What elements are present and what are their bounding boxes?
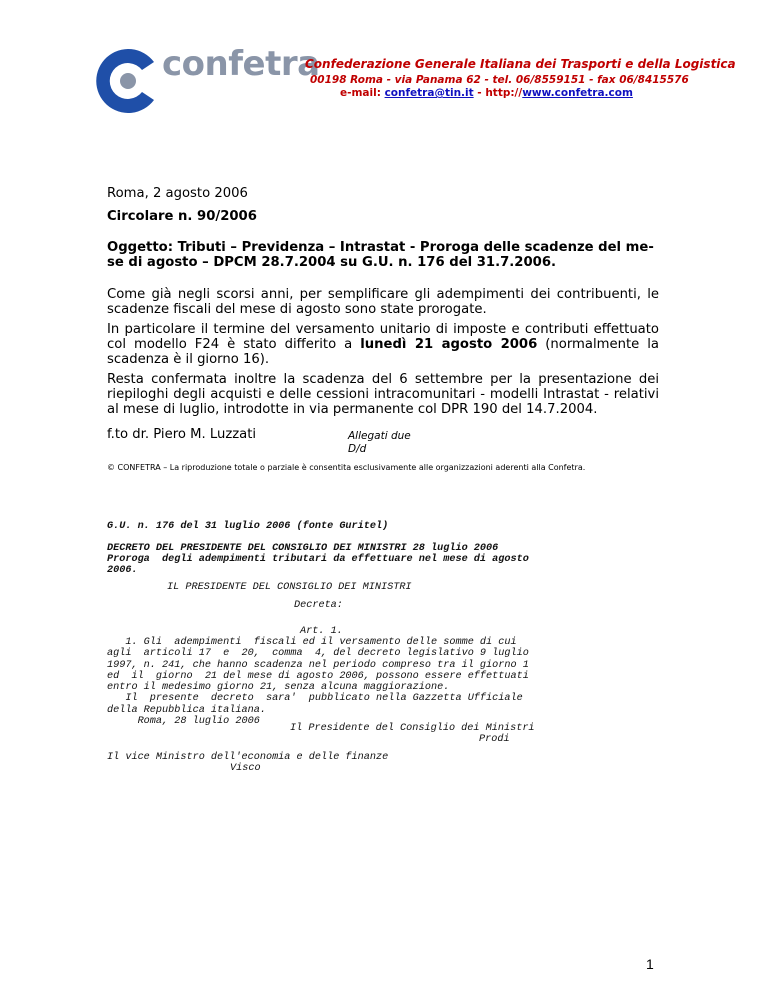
email-prefix: e-mail:: [340, 87, 385, 99]
subject-line-2: se di agosto – DPCM 28.7.2004 su G.U. n. 176 del 31.7.2006.: [107, 255, 557, 270]
decree-title-2: Proroga degli adempimenti tributari da effettuare nel mese di agosto: [107, 554, 529, 565]
decree-decreta: Decreta:: [294, 600, 343, 611]
decree-article-text: 1. Gli adempimenti fiscali ed il versamento delle somme di cui agli articoli 17 e 20, comma 4, del decreto legislativo 9 luglio 1997, n. 241, che hanno scadenza nel periodo compreso tra il giorno 1 ed il giorno 21 del mese di agosto 2006, possono essere effettuati entro il medesimo giorno 21, senza alcuna maggiorazione. Il presente decreto sara' pubblicato nella Gazzetta Ufficiale della Repubblica italiana. Roma, 28 luglio 2006: [107, 637, 529, 728]
decree-vice-name: Visco: [230, 763, 261, 774]
logo-wordmark: confetra: [162, 44, 320, 84]
org-name: Confederazione Generale Italiana dei Trasporti e della Logistica: [305, 57, 736, 71]
paragraph-2-part-a: In particolare il termine del versamento unitario di imposte e contributi effettuato col modello F24 è stato differito a: [107, 322, 659, 352]
attachments-note: Allegati due: [348, 430, 411, 442]
decree-president: IL PRESIDENTE DEL CONSIGLIO DEI MINISTRI: [167, 582, 412, 593]
circular-number: Circolare n. 90/2006: [107, 209, 257, 224]
org-contacts: [340, 87, 633, 99]
confetra-logo-icon: [92, 42, 164, 120]
decree-vice-title: Il vice Ministro dell'economia e delle finanze: [107, 752, 389, 763]
reference-code: D/d: [348, 443, 367, 455]
paragraph-2-deadline: lunedì 21 agosto 2006: [360, 337, 538, 352]
decree-source: G.U. n. 176 del 31 luglio 2006 (fonte Guritel): [107, 521, 389, 532]
decree-sign-name: Prodi: [479, 734, 510, 745]
letter-date: Roma, 2 agosto 2006: [107, 186, 248, 201]
paragraph-3: Resta confermata inoltre la scadenza del 6 settembre per la presentazione dei riepiloghi degli acquisti e delle cessioni intracomunitari - modelli Intrastat - relativi al mese di luglio, introdotte in via permanente col DPR 190 del 14.7.2004.: [107, 372, 659, 417]
subject-line-1: Oggetto: Tributi – Previdenza – Intrastat - Proroga delle scadenze del me-: [107, 240, 654, 255]
paragraph-1: Come già negli scorsi anni, per semplificare gli adempimenti dei contribuenti, le scadenze fiscali del mese di agosto sono state prorogate.: [107, 287, 659, 317]
web-prefix: - http://: [473, 87, 523, 99]
paragraph-2: [107, 322, 659, 367]
page-number: 1: [646, 956, 654, 972]
paragraph-2-part-b: (normalmente la scadenza è il giorno 16).: [107, 337, 659, 367]
email-link[interactable]: confetra@tin.it: [384, 87, 474, 99]
signature: f.to dr. Piero M. Luzzati: [107, 427, 257, 442]
web-link[interactable]: www.confetra.com: [522, 87, 633, 99]
decree-title-1: DECRETO DEL PRESIDENTE DEL CONSIGLIO DEI MINISTRI 28 luglio 2006: [107, 543, 499, 554]
decree-article-number: Art. 1.: [300, 626, 343, 637]
copyright-notice: © CONFETRA – La riproduzione totale o parziale è consentita esclusivamente alle organizzazioni aderenti alla Confetra.: [107, 463, 586, 472]
org-address: 00198 Roma - via Panama 62 - tel. 06/8559151 - fax 06/8415576: [310, 74, 689, 86]
decree-title-3: 2006.: [107, 565, 138, 576]
decree-sign-title: Il Presidente del Consiglio dei Ministri: [290, 723, 535, 734]
